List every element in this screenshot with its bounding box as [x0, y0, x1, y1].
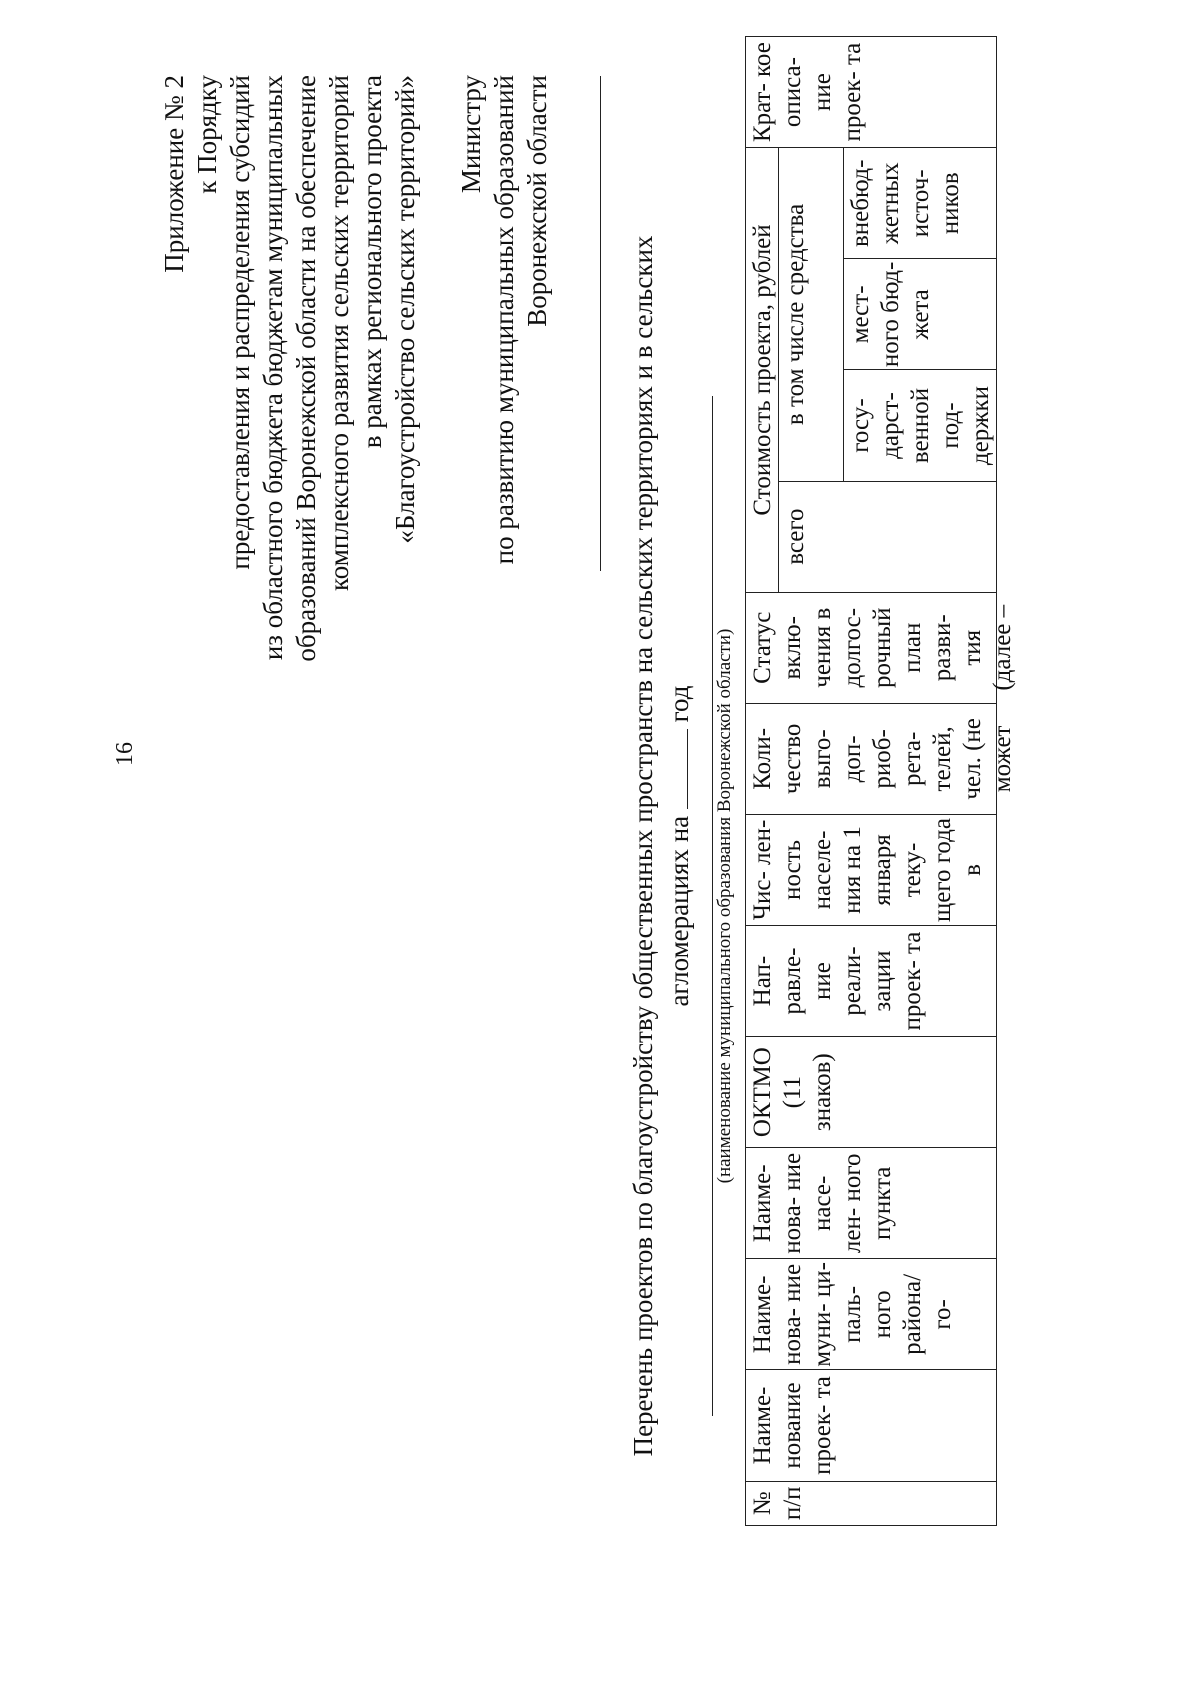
projects-table — [745, 36, 1016, 1526]
header-num: № п/п — [746, 1481, 997, 1525]
appendix-line: комплексного развития сельских территорий — [324, 75, 354, 591]
title-line-1: Перечень проектов по благоустройству общественных пространств на сельских территориях и в сельских — [628, 235, 658, 1457]
municipality-caption: (наименование муниципального образования Воронежской области) — [714, 628, 735, 1184]
appendix-line: в рамках регионального проекта — [357, 75, 387, 449]
appendix-line: образований Воронежской области на обеспечение — [291, 75, 321, 662]
addressee-line-text: по развитию муниципальных образований — [489, 75, 519, 565]
title-line-2-prefix: агломерациях на — [664, 815, 694, 1007]
header-local-budget: мест- ного бюд- жета — [844, 259, 997, 370]
signature-blank-line — [600, 76, 601, 571]
header-cost: Стоимость проекта, рублей — [746, 148, 779, 592]
page-number: 16 — [112, 742, 138, 766]
appendix-line: «Благоустройство сельских территорий» — [390, 75, 420, 544]
addressee-line-text: Воронежской области — [522, 75, 552, 327]
addressee-block — [455, 75, 554, 975]
appendix-line: из областного бюджета бюджетам муниципальных — [258, 75, 288, 661]
year-blank-field — [667, 729, 688, 809]
addressee-line-text: Министру — [456, 75, 486, 194]
title-line-2 — [661, 136, 697, 1556]
title-line-2-suffix: год — [664, 685, 694, 723]
appendix-line: предоставления и распределения субсидий — [225, 75, 255, 570]
header-including: в том числе средства — [779, 148, 844, 481]
header-population: Чис- лен- ность населе- ния на 1 января теку- щего года в — [746, 814, 997, 925]
header-municipality-name: Наиме- нова- ние муни- ци- паль- ного района/ го- — [746, 1259, 997, 1370]
header-state-support: госу- дарст- венной под- держки — [844, 370, 997, 481]
municipality-blank-line — [712, 396, 713, 1416]
header-beneficiaries: Коли- чество выго- доп- риоб- рета- телей, чел. (не может — [746, 703, 997, 814]
appendix-header — [158, 75, 422, 975]
header-status: Статус вклю- чения в долгос- рочный план разви- тия (далее – — [746, 592, 997, 703]
appendix-line: к Порядку — [192, 75, 222, 194]
table-header-row — [746, 37, 779, 1526]
header-oktmo: ОКТМО (11 знаков) — [746, 1037, 997, 1148]
header-project-name: Наиме- нование проек- та — [746, 1370, 997, 1481]
appendix-line: Приложение № 2 — [159, 75, 189, 273]
header-direction: Нап- равле- ние реали- зации проек- та — [746, 926, 997, 1037]
header-settlement-name: Наиме- нова- ние насе- лен- ного пункта — [746, 1148, 997, 1259]
header-total: всего — [779, 481, 997, 592]
header-nonbudget: внебюд- жетных источ- ников — [844, 148, 997, 259]
document-title — [625, 136, 697, 1556]
header-description: Крат- кое описа- ние проек- та — [746, 37, 997, 148]
